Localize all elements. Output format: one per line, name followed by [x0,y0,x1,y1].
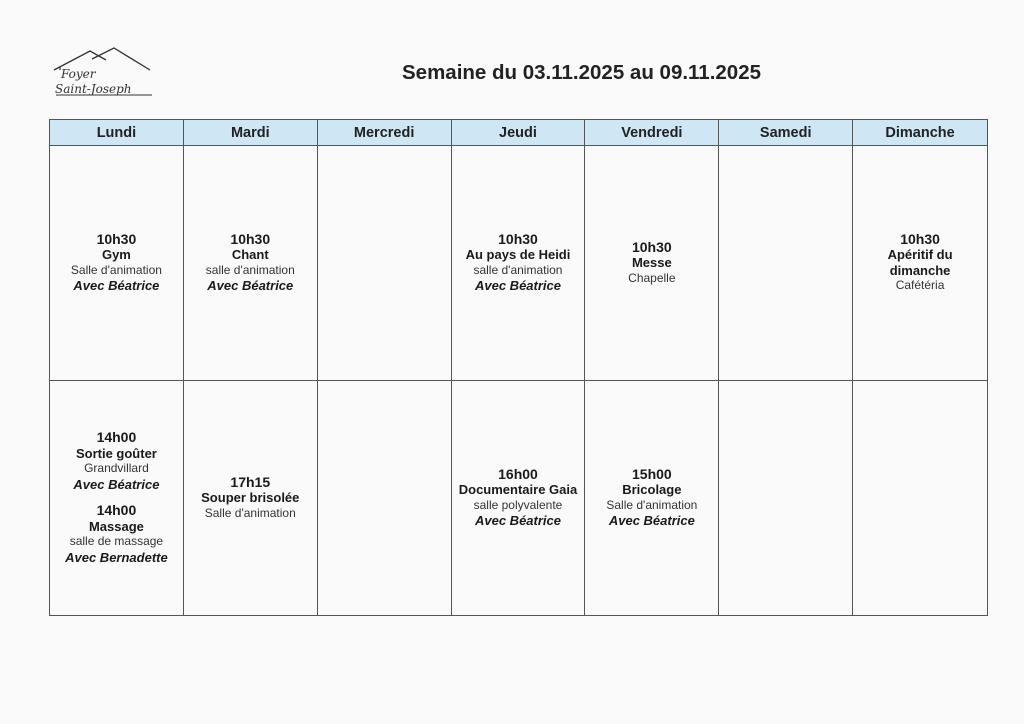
foyer-logo [52,46,154,102]
activity-host: Avec Béatrice [608,513,695,529]
activity-time: 10h30 [900,230,940,247]
activity-name: Massage [88,518,144,534]
morning-cell-3 [452,146,586,381]
activity-time: 10h30 [631,238,672,255]
activity-name: Bricolage [622,482,682,498]
activity-name: Au pays de Heidi [465,247,571,263]
activity-location: salle polyvalente [473,497,563,512]
logo-text-line2: Saint-Joseph [55,82,132,96]
afternoon-cell-0 [50,381,184,616]
activity-time: 16h00 [498,465,538,482]
day-header-6: Dimanche [853,120,987,146]
activity-location: salle de massage [69,534,164,549]
activity-entry [606,467,697,529]
activity-entry [65,503,168,565]
morning-cell-5 [719,146,853,381]
morning-cell-0 [50,146,184,381]
activity-time: 10h30 [498,230,538,247]
activity-name: Apéritif du dimanche [887,247,953,278]
activity-entry [73,430,159,492]
activity-location: Salle d'animation [70,262,162,277]
activity-location: Chapelle [628,270,676,285]
activity-entry [466,232,571,294]
activity-time: 10h30 [96,230,137,247]
afternoon-cell-2 [318,381,452,616]
activity-host: Avec Béatrice [207,278,294,294]
activity-host: Avec Béatrice [73,476,160,492]
day-header-0: Lundi [50,120,184,146]
activity-time: 14h00 [96,429,137,446]
activity-host: Avec Béatrice [474,513,561,529]
activity-location: salle d'animation [473,262,563,277]
activity-entry [71,232,162,294]
weekly-schedule-table [49,119,988,616]
day-header-1: Mardi [184,120,318,146]
activity-entry [856,232,984,294]
activity-entry [206,232,295,294]
activity-time: 17h15 [230,473,271,490]
activity-location: salle d'animation [205,262,295,277]
activity-host: Avec Bernadette [65,549,168,565]
activity-location: Grandvillard [84,461,149,476]
morning-cell-6 [853,146,987,381]
activity-time: 10h30 [230,230,271,247]
afternoon-cell-3 [452,381,586,616]
day-header-5: Samedi [719,120,853,146]
activity-name: Gym [101,247,131,263]
afternoon-cell-4 [585,381,719,616]
activity-entry [628,240,675,287]
afternoon-cell-6 [853,381,987,616]
day-header-2: Mercredi [318,120,452,146]
day-header-4: Vendredi [585,120,719,146]
activity-host: Avec Béatrice [73,278,160,294]
afternoon-cell-5 [719,381,853,616]
afternoon-cell-1 [184,381,318,616]
logo-text-line1: Foyer [61,67,96,81]
activity-location: Cafétéria [895,278,945,293]
morning-cell-4 [585,146,719,381]
activity-time: 15h00 [632,465,672,482]
day-header-3: Jeudi [452,120,586,146]
activity-entry [201,475,299,522]
morning-cell-2 [318,146,452,381]
morning-cell-1 [184,146,318,381]
activity-name: Souper brisolée [201,490,300,505]
activity-location: Salle d'animation [204,505,296,520]
activity-host: Avec Béatrice [474,278,561,294]
activity-time: 14h00 [96,502,137,519]
page-title: Semaine du 03.11.2025 au 09.11.2025 [402,61,762,84]
activity-name: Messe [631,255,672,270]
activity-name: Chant [231,247,269,263]
activity-location: Salle d'animation [606,497,698,512]
activity-entry [459,467,578,529]
activity-name: Sortie goûter [75,445,157,461]
activity-name: Documentaire Gaia [458,482,578,498]
